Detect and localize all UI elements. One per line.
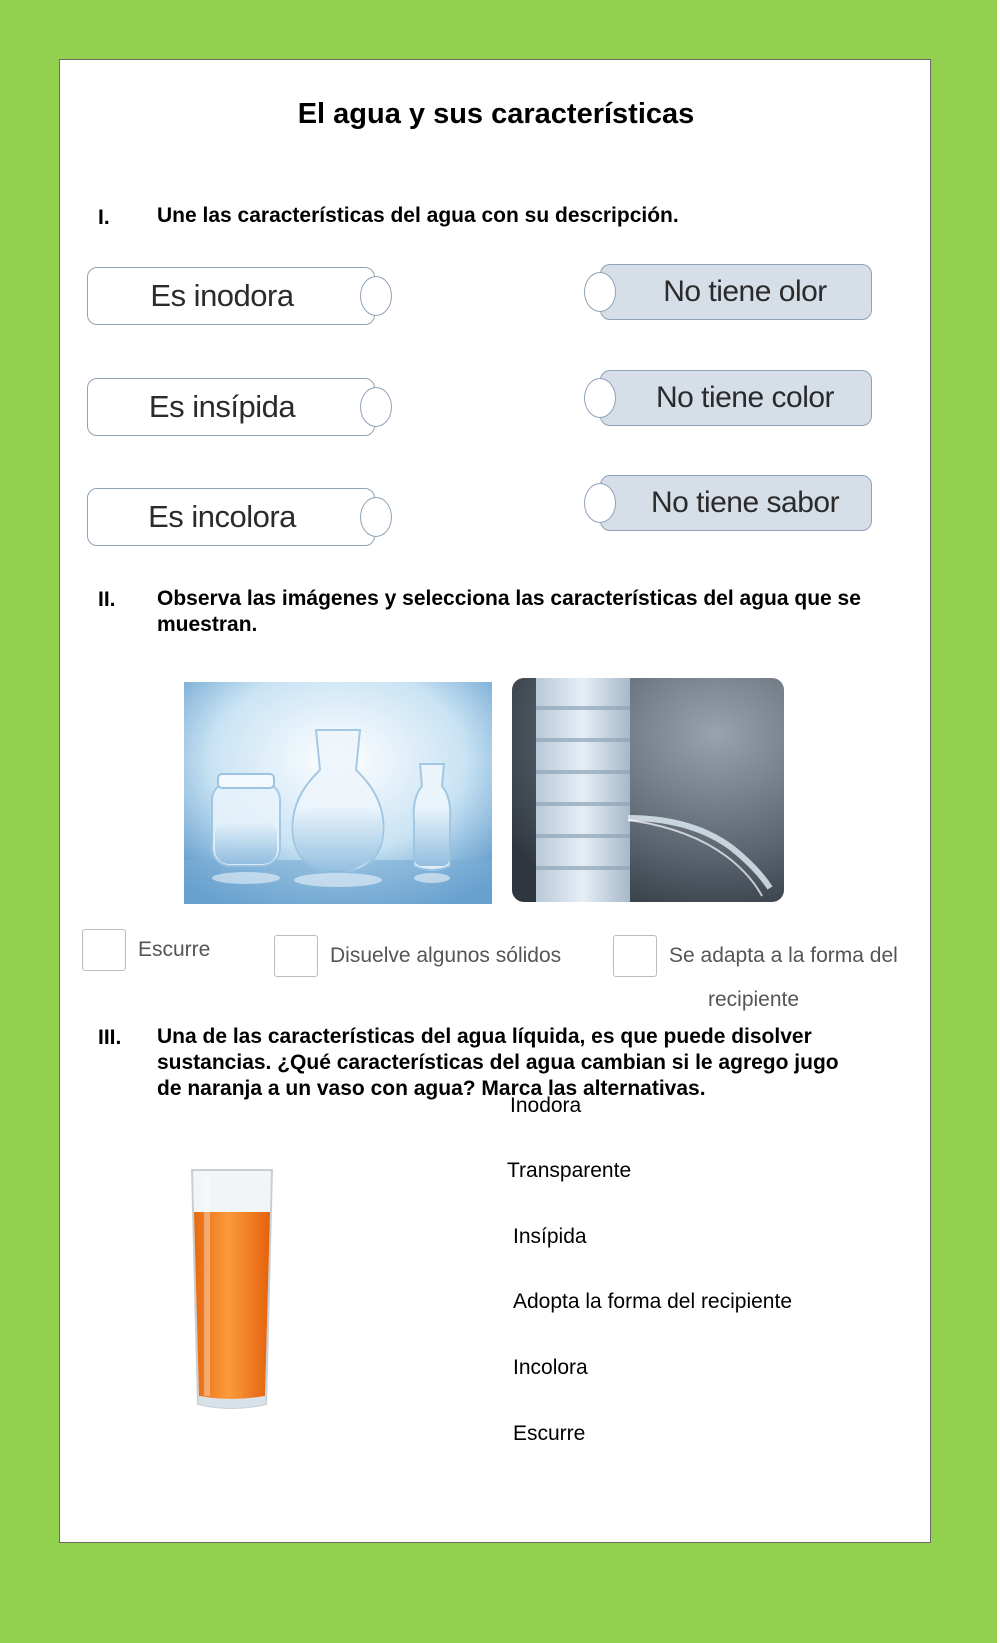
section3-instruction-line2: sustancias. ¿Qué características del agua cambian si le agrego jugo bbox=[157, 1051, 839, 1074]
match-right-connector[interactable] bbox=[584, 378, 616, 418]
choice-transparente[interactable]: Transparente bbox=[507, 1159, 632, 1182]
checkbox-se-adapta[interactable] bbox=[613, 935, 657, 977]
worksheet-title: El agua y sus características bbox=[297, 98, 695, 130]
match-left-label: Es incolora bbox=[87, 488, 375, 546]
match-left-3[interactable] bbox=[87, 488, 407, 548]
match-left-connector[interactable] bbox=[360, 387, 392, 427]
match-right-2[interactable] bbox=[584, 370, 874, 428]
option-escurre[interactable] bbox=[82, 929, 262, 973]
section2-instruction-line1: Observa las imágenes y selecciona las características del agua que se bbox=[157, 587, 861, 610]
section2-numeral: II. bbox=[98, 588, 116, 611]
section2-instruction-line2: muestran. bbox=[157, 613, 258, 636]
leaking-water-bottle-icon bbox=[512, 678, 784, 902]
match-right-label: No tiene olor bbox=[600, 264, 872, 320]
section3-instruction-line3: de naranja a un vaso con agua? Marca las alternativas. bbox=[157, 1077, 706, 1100]
section3-instruction-line1: Una de las características del agua líquida, es que puede disolver bbox=[157, 1025, 812, 1048]
choice-escurre[interactable]: Escurre bbox=[513, 1422, 586, 1445]
match-right-connector[interactable] bbox=[584, 272, 616, 312]
option-disuelve[interactable] bbox=[274, 935, 594, 979]
match-left-label: Es inodora bbox=[87, 267, 375, 325]
match-left-2[interactable] bbox=[87, 378, 407, 438]
option-label-continued: recipiente bbox=[708, 988, 800, 1011]
match-right-label: No tiene color bbox=[600, 370, 872, 426]
juice-glass-image bbox=[190, 1168, 278, 1416]
choice-adopta-forma[interactable]: Adopta la forma del recipiente bbox=[513, 1290, 792, 1313]
match-left-connector[interactable] bbox=[360, 276, 392, 316]
match-right-1[interactable] bbox=[584, 264, 874, 322]
checkbox-escurre[interactable] bbox=[82, 929, 126, 971]
glass-containers-with-water-icon bbox=[184, 682, 492, 904]
match-left-label: Es insípida bbox=[87, 378, 375, 436]
option-se-adapta[interactable] bbox=[613, 935, 923, 979]
orange-juice-glass-icon bbox=[190, 1168, 278, 1416]
section3-numeral: III. bbox=[98, 1026, 122, 1049]
choice-inodora[interactable]: Inodora bbox=[510, 1094, 582, 1117]
choice-insipida[interactable]: Insípida bbox=[513, 1225, 587, 1248]
match-left-connector[interactable] bbox=[360, 497, 392, 537]
worksheet-sheet bbox=[59, 59, 931, 1543]
checkbox-disuelve[interactable] bbox=[274, 935, 318, 977]
match-left-1[interactable] bbox=[87, 267, 407, 327]
leaking-bottle-image bbox=[512, 678, 784, 902]
option-label: Escurre bbox=[138, 938, 211, 961]
match-right-connector[interactable] bbox=[584, 483, 616, 523]
glass-containers-image bbox=[184, 682, 492, 904]
match-right-3[interactable] bbox=[584, 475, 874, 533]
section1-numeral: I. bbox=[98, 206, 110, 229]
option-label: Se adapta a la forma del bbox=[669, 944, 898, 967]
section1-instruction: Une las características del agua con su descripción. bbox=[157, 204, 679, 227]
option-label: Disuelve algunos sólidos bbox=[330, 944, 562, 967]
match-right-label: No tiene sabor bbox=[600, 475, 872, 531]
choice-incolora[interactable]: Incolora bbox=[513, 1356, 588, 1379]
